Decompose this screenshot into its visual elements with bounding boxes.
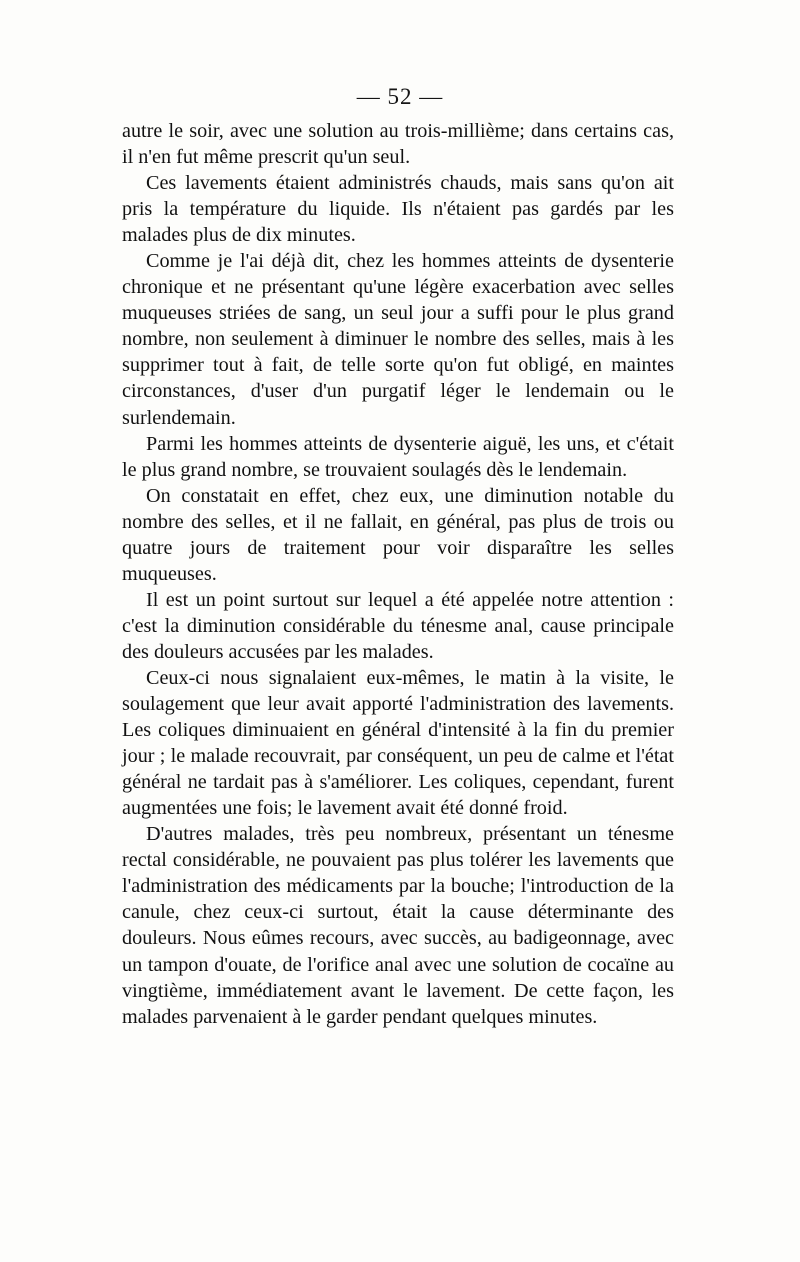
page-number: — 52 — <box>356 84 444 109</box>
paragraph-3: Comme je l'ai déjà dit, chez les hommes atteints de dysenterie chronique et ne présentant qu'une légère exacerbation avec selles muqueuses striées de sang, un seul jour a suffi pour le plus grand nombre, non seulement à diminuer le nombre des selles, mais à les supprimer tout à fait, de telle sorte qu'on fut obligé, en maintes circonstances, d'user d'un purgatif léger le lendemain ou le surlendemain. <box>122 250 674 429</box>
paragraph-2: Ces lavements étaient administrés chauds, mais sans qu'on ait pris la température du liquide. Ils n'étaient pas gardés par les malades plus de dix minutes. <box>122 172 674 247</box>
body-text <box>122 118 674 1030</box>
paragraph-6: Il est un point surtout sur lequel a été appelée notre attention : c'est la diminution considérable du ténesme anal, cause principale des douleurs accusées par les malades. <box>122 588 674 663</box>
paragraph-4: Parmi les hommes atteints de dysenterie aiguë, les uns, et c'était le plus grand nombre, se trouvaient soulagés dès le lendemain. <box>122 432 674 481</box>
paragraph-1: autre le soir, avec une solution au trois-millième; dans certains cas, il n'en fut même prescrit qu'un seul. <box>122 120 674 169</box>
paragraph-7: Ceux-ci nous signalaient eux-mêmes, le matin à la visite, le soulagement que leur avait apporté l'administration des lavements. Les coliques diminuaient en général d'intensité à la fin du premier jour ; le malade recouvrait, par conséquent, un peu de calme et l'état général ne tardait pas à s'améliorer. Les coliques, cependant, furent augmentées une fois; le lavement avait été donné froid. <box>122 666 674 820</box>
paragraph-8: D'autres malades, très peu nombreux, présentant un ténesme rectal considérable, ne pouvaient pas plus tolérer les lavements que l'administration des médicaments par la bouche; l'introduction de la canule, chez ceux-ci surtout, était la cause déterminante des douleurs. Nous eûmes recours, avec succès, au badigeonnage, avec un tampon d'ouate, de l'orifice anal avec une solution de cocaïne au vingtième, immédiatement avant le lavement. De cette façon, les malades parvenaient à le garder pendant quelques minutes. <box>122 823 674 1028</box>
paragraph-5: On constatait en effet, chez eux, une diminution notable du nombre des selles, et il ne fallait, en général, pas plus de trois ou quatre jours de traitement pour voir disparaître les selles muqueuses. <box>122 484 674 585</box>
